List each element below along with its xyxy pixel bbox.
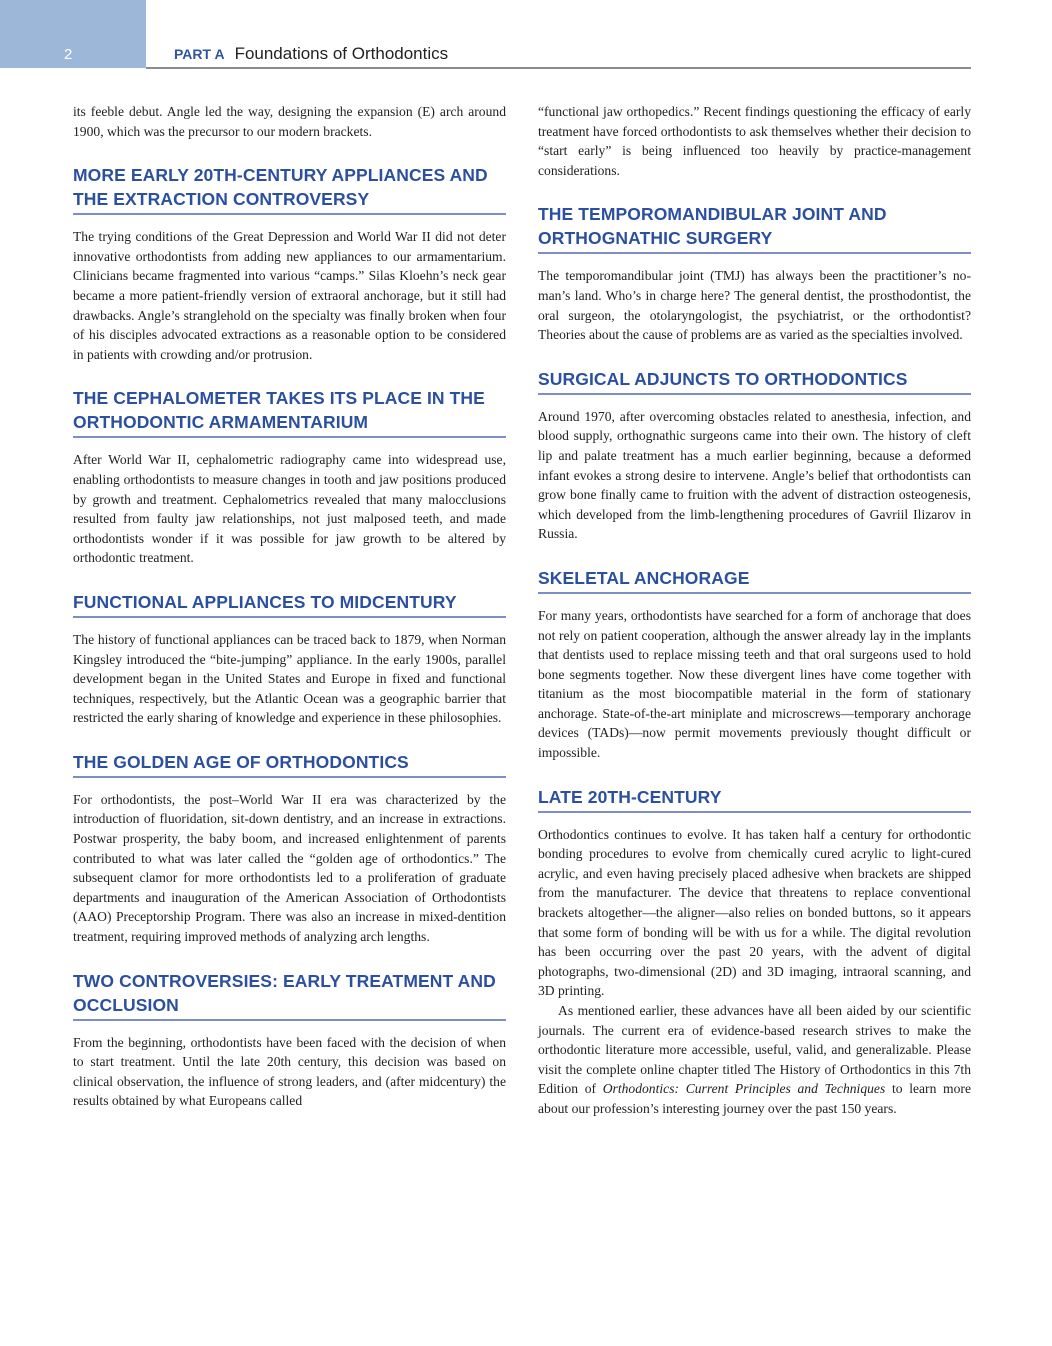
section-body-functional-appliances: The history of functional appliances can be traced back to 1879, when Norman Kingsley introduced the “bite-jumping” appliance. In the early 1900s, parallel development began in the United States and Europe in fixed and functional techniques, respectively, but the Atlantic Ocean was a geographic barrier that restricted the early sharing of knowledge and experience in these philosophies. xyxy=(73,631,506,726)
part-title: Foundations of Orthodontics xyxy=(234,44,449,63)
section-body-surgical-adjuncts: Around 1970, after overcoming obstacles related to anesthesia, infection, and blood supply, orthognathic surgeons came into their own. The history of cleft lip and palate treatment has a much earlier beginning, because a deformed infant evokes a strong desire to intervene. Angle’s belief that orthodontists can grow bone finally came to fruition with the advent of distraction osteogenesis, which developed from the limb-lengthening procedures of Gavriil Ilizarov in Russia. xyxy=(538,408,971,542)
section-heading-late-20th-century: LATE 20TH-CENTURY xyxy=(538,785,971,813)
section-heading-surgical-adjuncts: SURGICAL ADJUNCTS TO ORTHODONTICS xyxy=(538,367,971,395)
section-body-cephalometer: After World War II, cephalometric radiography came into widespread use, enabling orthodontists to measure changes in tooth and jaw positions produced by growth and treatment. Cephalometrics revealed that many malocclusions resulted from faulty jaw relationships, not just malposed teeth, and made orthodontists wonder if it was possible for jaw growth to be altered by orthodontic treatment. xyxy=(73,452,506,566)
right-column xyxy=(538,102,971,1119)
closing-text-part1: As mentioned earlier, these advances have all been aided by our scientific journals. The current era of evidence-based research strives to make the orthodontic literature more accessible, useful, valid, and generalizable. Please visit the complete online chapter titled The History of Orthodontics in this 7th Edition of xyxy=(538,1003,971,1097)
section-body-two-controversies: From the beginning, orthodontists have been faced with the decision of when to start treatment. Until the late 20th century, this decision was based on clinical observation, the influence of strong leaders, and (after midcentury) the results obtained by what Europeans called xyxy=(73,1034,506,1109)
header-divider xyxy=(146,67,971,69)
section-body-skeletal-anchorage: For many years, orthodontists have searched for a form of anchorage that does not rely on patient cooperation, although the answer already lay in the implants that dentists used to replace missing teeth and that oral surgeons used to hold bone segments together. Now these divergent lines have come together with titanium as the most biocompatible material in the form of stationary anchorage. State-of-the-art miniplate and microscrews—temporary anchorage devices (TADs)—now permit movements previously thought difficult or impossible. xyxy=(538,607,971,761)
part-label: PART A xyxy=(174,46,225,62)
section-heading-golden-age: THE GOLDEN AGE OF ORTHODONTICS xyxy=(73,750,506,778)
section-body-late-20th-century-closing xyxy=(538,1001,971,1119)
book-title: Orthodontics: Current Principles and Techniques xyxy=(602,1081,886,1097)
section-heading-extraction-controversy: MORE EARLY 20TH-CENTURY APPLIANCES AND THE EXTRACTION CONTROVERSY xyxy=(73,163,506,215)
section-heading-two-controversies: TWO CONTROVERSIES: EARLY TREATMENT AND OCCLUSION xyxy=(73,969,506,1021)
section-heading-tmj: THE TEMPOROMANDIBULAR JOINT AND ORTHOGNATHIC SURGERY xyxy=(538,202,971,254)
section-heading-skeletal-anchorage: SKELETAL ANCHORAGE xyxy=(538,566,971,594)
closing-text-part2: to learn more about our profession’s interesting journey over the past 150 years. xyxy=(538,1081,971,1116)
section-body-tmj: The temporomandibular joint (TMJ) has always been the practitioner’s no-man’s land. Who’s in charge here? The general dentist, the prosthodontist, the oral surgeon, the otolaryngologist, the psychiatrist, or the orthodontist? Theories about the cause of problems are as varied as the specialties involved. xyxy=(538,268,971,343)
section-body-golden-age: For orthodontists, the post–World War II era was characterized by the introduction of fluoridation, sit-down dentistry, and an increase in extractions. Postwar prosperity, the baby boom, and increased enlightenment of parents contributed to what was later called the “golden age of orthodontics.” The subsequent clamor for more orthodontists led to a proliferation of graduate departments and inauguration of the American Association of Orthodontists (AAO) Preceptorship Program. There was also an increase in mixed-dentition treatment, requiring improved methods of analyzing arch lengths. xyxy=(73,791,506,945)
section-body-late-20th-century: Orthodontics continues to evolve. It has taken half a century for orthodontic bonding procedures to evolve from chemically cured acrylic to light-cured acrylic, and even having precisely placed adhesive when brackets are shipped from the manufacturer. The device that threatens to replace conventional brackets altogether—the aligner—also relies on bonded buttons, so it appears that some form of bonding will be with us for a while. The digital revolution has been occurring over the past 20 years, with the advent of digital photographs, two-dimensional (2D) and 3D imaging, intraoral scanning, and 3D printing. xyxy=(538,826,971,999)
page-number: 2 xyxy=(64,46,73,63)
left-intro-paragraph: its feeble debut. Angle led the way, designing the expansion (E) arch around 1900, which was the precursor to our modern brackets. xyxy=(73,104,506,139)
page-number-tab xyxy=(0,0,146,68)
left-column xyxy=(73,102,506,1111)
section-heading-cephalometer: THE CEPHALOMETER TAKES ITS PLACE IN THE ORTHODONTIC ARMAMENTARIUM xyxy=(73,386,506,438)
right-intro-paragraph: “functional jaw orthopedics.” Recent findings questioning the efficacy of early treatment have forced orthodontists to ask themselves whether their decision to “start early” is being influenced too heavily by practice-management considerations. xyxy=(538,104,971,178)
section-body-extraction-controversy: The trying conditions of the Great Depression and World War II did not deter innovative orthodontists from adding new appliances to our armamentarium. Clinicians became fragmented into various “camps.” Silas Kloehn’s neck gear became a more patient-friendly version of extraoral anchorage, but it still had drawbacks. Angle’s stranglehold on the specialty was finally broken when four of his disciples advocated extractions as a reasonable option to be considered in patients with crowding and/or protrusion. xyxy=(73,229,506,362)
running-head xyxy=(174,44,448,64)
section-heading-functional-appliances: FUNCTIONAL APPLIANCES TO MIDCENTURY xyxy=(73,590,506,618)
